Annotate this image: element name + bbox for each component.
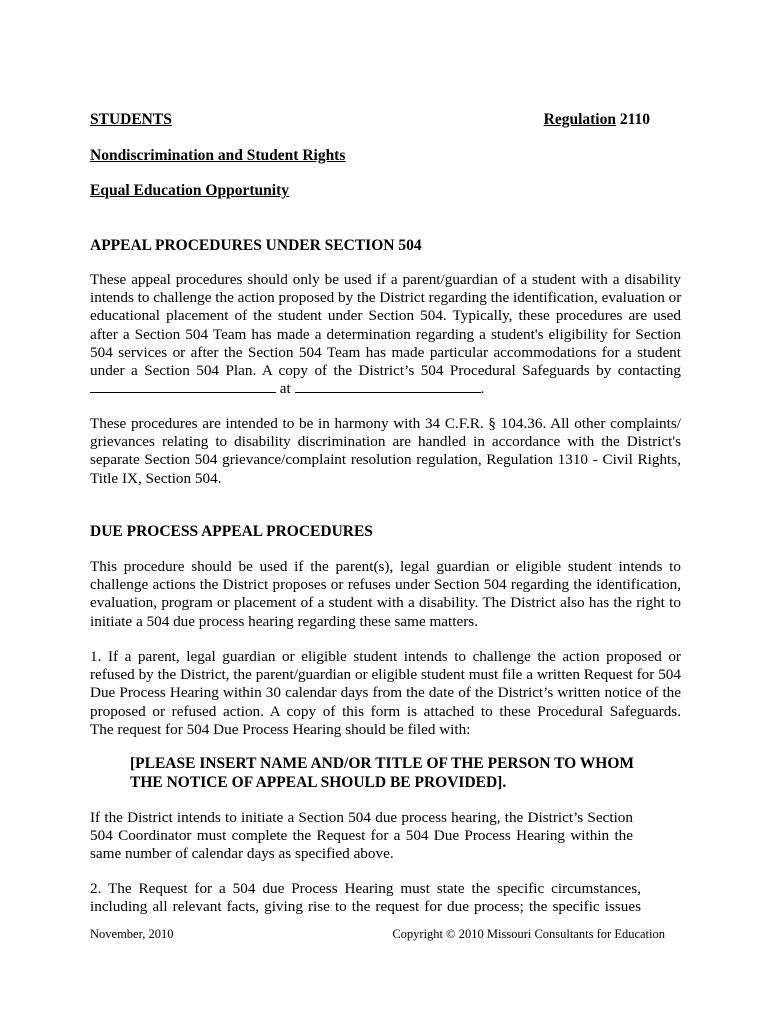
text-line: separate Section 504 grievance/complaint resolution regulation, Regulation 1310 - Civil Rights, xyxy=(90,451,681,469)
contact-name-blank[interactable] xyxy=(90,380,276,393)
subtitle-nondiscrimination: Nondiscrimination and Student Rights xyxy=(90,147,346,164)
text-line: Due Process Hearing within 30 calendar days from the date of the District’s written notice of the xyxy=(90,684,681,702)
text-line: [PLEASE INSERT NAME AND/OR TITLE OF THE PERSON TO WHOM xyxy=(130,755,635,772)
text-line: intends to challenge the action proposed by the District regarding the identification, evaluation or xyxy=(90,289,682,307)
text-line: 504 Coordinator must complete the Request for a 504 Due Process Hearing within the xyxy=(90,827,633,845)
due-process-heading: DUE PROCESS APPEAL PROCEDURES xyxy=(90,523,373,540)
regulation-value: 2110 xyxy=(619,111,650,128)
text-line: These appeal procedures should only be used if a parent/guardian of a student with a disability xyxy=(90,271,681,288)
paragraph-appeal-intro xyxy=(90,271,681,398)
text-line: initiate a 504 due process hearing regarding these same matters. xyxy=(90,612,478,630)
text-line: The request for 504 Due Process Hearing should be filed with: xyxy=(90,720,471,738)
text-line: 1. If a parent, legal guardian or eligible student intends to challenge the action proposed or xyxy=(90,648,681,665)
text-line: 2. The Request for a 504 due Process Hearing must state the specific circumstances, xyxy=(90,880,641,897)
footer-date: November, 2010 xyxy=(90,927,174,941)
regulation-number xyxy=(544,111,650,129)
appeal-procedures-heading: APPEAL PROCEDURES UNDER SECTION 504 xyxy=(90,237,422,254)
paragraph-due-process xyxy=(90,558,681,631)
text-line: This procedure should be used if the parent(s), legal guardian or eligible student intends to xyxy=(90,558,681,575)
text-line: If the District intends to initiate a Section 504 due process hearing, the District’s Section xyxy=(90,809,633,826)
period: . xyxy=(480,380,485,398)
section-heading: STUDENTS xyxy=(90,111,172,128)
text-line: These procedures are intended to be in harmony with 34 C.F.R. § 104.36. All other complaints/ xyxy=(90,415,681,432)
paragraph-item-1 xyxy=(90,648,681,739)
footer-copyright: Copyright © 2010 Missouri Consultants for Education xyxy=(392,927,665,941)
paragraph-district-initiate xyxy=(90,809,633,864)
insert-notice-placeholder xyxy=(130,755,650,792)
at-word: at xyxy=(279,380,291,398)
text-line: Title IX, Section 504. xyxy=(90,469,222,487)
text-line: challenge actions the District proposes or refuses under Section 504 regarding the identification, xyxy=(90,576,681,594)
text-line: same number of calendar days as specified above. xyxy=(90,845,394,863)
paragraph-item-2 xyxy=(90,880,641,916)
text-line: educational placement of the student under Section 504. Typically, these procedures are used xyxy=(90,307,681,325)
text-line: including all relevant facts, giving rise to the request for due process; the specific issues xyxy=(90,898,641,916)
text-line: THE NOTICE OF APPEAL SHOULD BE PROVIDED]. xyxy=(130,773,507,791)
text-line: 504 services or after the Section 504 Team has made particular accommodations for a student xyxy=(90,343,681,361)
text-line: proposed or refused action. A copy of this form is attached to these Procedural Safeguards. xyxy=(90,702,681,720)
contact-location-blank[interactable] xyxy=(295,380,481,393)
text-line: under a Section 504 Plan. A copy of the District’s 504 Procedural Safeguards by contacting xyxy=(90,362,681,380)
paragraph-harmony xyxy=(90,415,681,488)
text-line: evaluation, program or placement of a student with a disability. The District also has the right to xyxy=(90,594,681,612)
text-line: grievances relating to disability discrimination are handled in accordance with the District's xyxy=(90,433,681,451)
subtitle-equal-education: Equal Education Opportunity xyxy=(90,182,289,199)
text-line: refused by the District, the parent/guardian or eligible student must file a written Request for 504 xyxy=(90,666,681,684)
regulation-label: Regulation xyxy=(543,111,616,128)
text-line: after a Section 504 Team has made a determination regarding a student's eligibility for Section xyxy=(90,325,681,343)
contact-line xyxy=(90,380,681,398)
